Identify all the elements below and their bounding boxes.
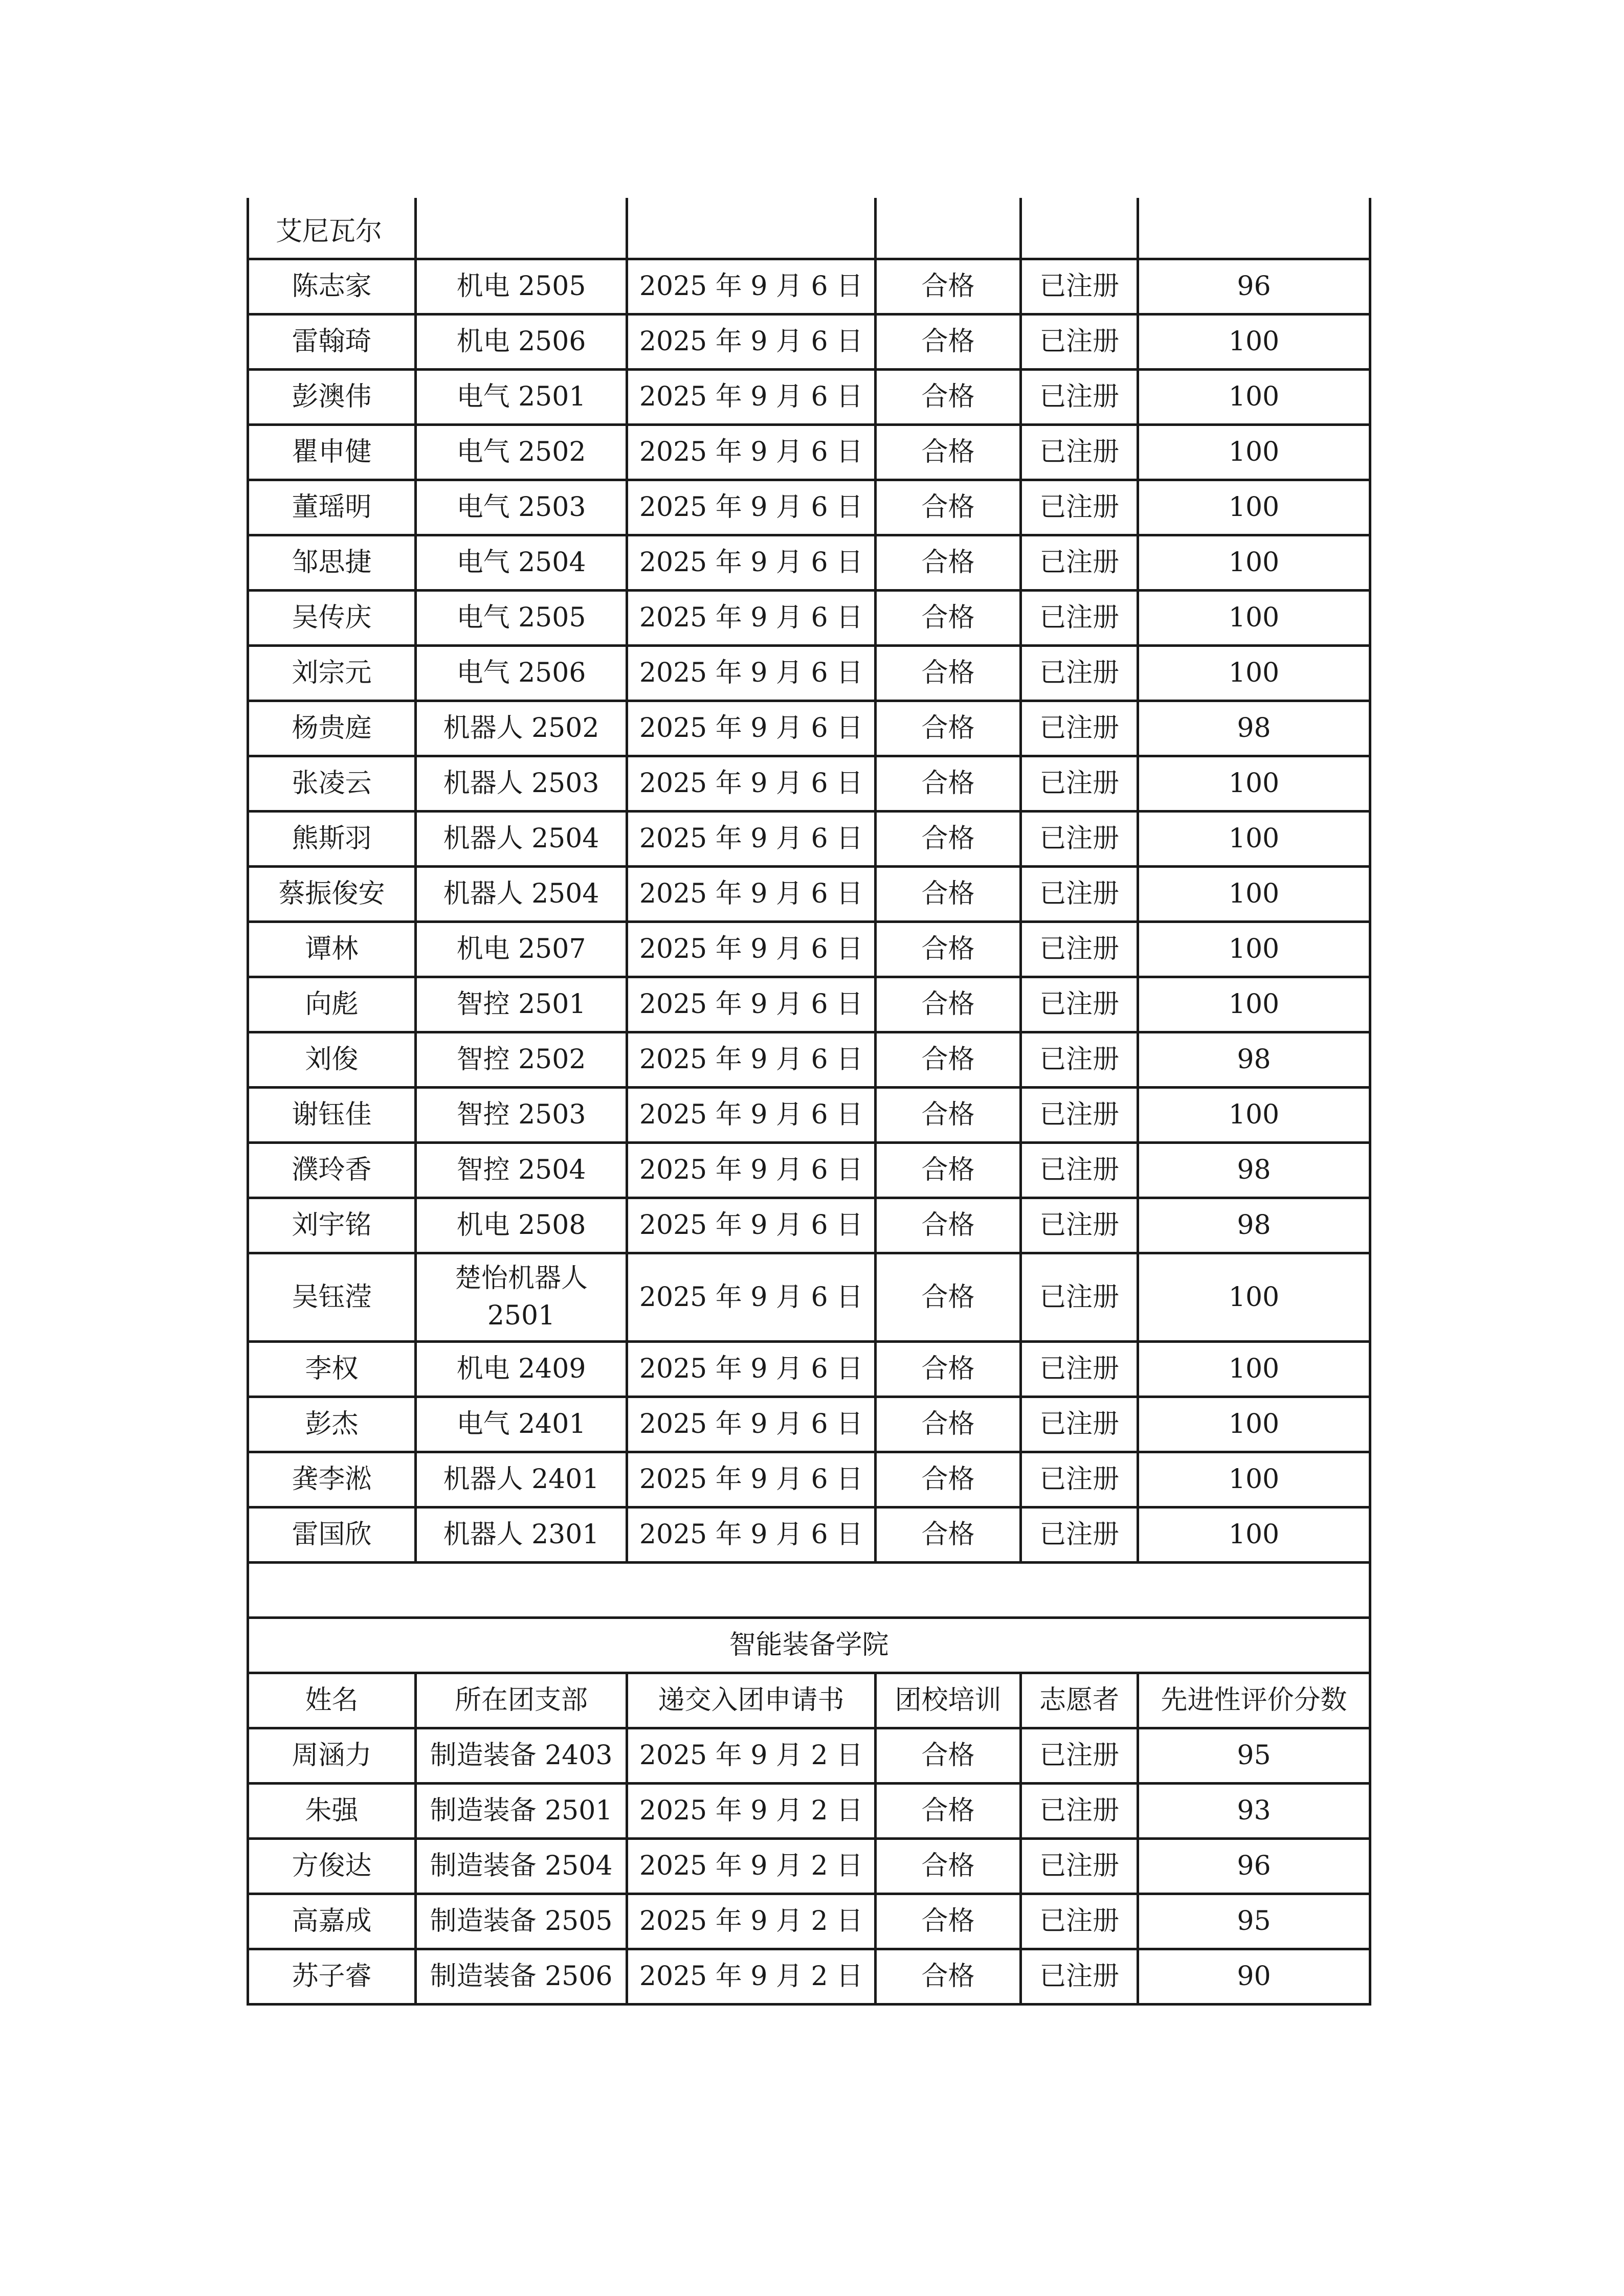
volunteer-cell: 已注册 (1021, 977, 1138, 1032)
date-cell: 2025 年 9 月 2 日 (627, 1894, 876, 1949)
date-cell: 2025 年 9 月 6 日 (627, 1143, 876, 1198)
branch-cell: 智控 2504 (416, 1143, 627, 1198)
header-row (248, 1673, 1370, 1728)
branch-cell: 电气 2504 (416, 535, 627, 591)
training-cell: 合格 (876, 1253, 1021, 1342)
table-row (248, 1452, 1370, 1507)
score-cell: 100 (1138, 646, 1370, 701)
volunteer-cell: 已注册 (1021, 1032, 1138, 1088)
table-row (248, 259, 1370, 314)
name-cell: 濮玲香 (248, 1143, 416, 1198)
score-cell: 100 (1138, 1397, 1370, 1452)
score-cell: 98 (1138, 701, 1370, 756)
name-cell: 刘俊 (248, 1032, 416, 1088)
training-cell: 合格 (876, 812, 1021, 867)
table-row (248, 1949, 1370, 2005)
table-row (248, 977, 1370, 1032)
score-cell: 100 (1138, 1088, 1370, 1143)
volunteer-cell: 已注册 (1021, 1452, 1138, 1507)
date-cell: 2025 年 9 月 6 日 (627, 480, 876, 535)
training-cell: 合格 (876, 591, 1021, 646)
training-cell: 合格 (876, 977, 1021, 1032)
score-cell: 100 (1138, 812, 1370, 867)
branch-cell: 机器人 2502 (416, 701, 627, 756)
branch-cell (416, 198, 627, 259)
branch-cell: 机器人 2503 (416, 756, 627, 812)
name-cell: 熊斯羽 (248, 812, 416, 867)
date-cell: 2025 年 9 月 6 日 (627, 812, 876, 867)
name-cell: 彭杰 (248, 1397, 416, 1452)
training-cell: 合格 (876, 1507, 1021, 1563)
branch-cell: 机器人 2504 (416, 812, 627, 867)
training-cell: 合格 (876, 314, 1021, 370)
date-cell: 2025 年 9 月 6 日 (627, 1397, 876, 1452)
table-row-continued (248, 198, 1370, 259)
training-cell: 合格 (876, 425, 1021, 480)
score-cell: 100 (1138, 591, 1370, 646)
date-cell: 2025 年 9 月 6 日 (627, 259, 876, 314)
training-cell: 合格 (876, 646, 1021, 701)
table-row (248, 1253, 1370, 1342)
volunteer-cell: 已注册 (1021, 591, 1138, 646)
score-cell (1138, 198, 1370, 259)
name-cell: 杨贵庭 (248, 701, 416, 756)
name-cell: 周涵力 (248, 1728, 416, 1784)
name-cell: 苏子睿 (248, 1949, 416, 2005)
table-row (248, 1839, 1370, 1894)
date-cell: 2025 年 9 月 6 日 (627, 535, 876, 591)
header-name: 姓名 (248, 1673, 416, 1728)
header-branch: 所在团支部 (416, 1673, 627, 1728)
name-cell: 艾尼瓦尔 (248, 198, 416, 259)
table-row (248, 591, 1370, 646)
volunteer-cell (1021, 198, 1138, 259)
branch-cell: 制造装备 2504 (416, 1839, 627, 1894)
branch-cell: 电气 2503 (416, 480, 627, 535)
training-cell: 合格 (876, 535, 1021, 591)
score-cell: 95 (1138, 1894, 1370, 1949)
section-title: 智能装备学院 (248, 1618, 1370, 1673)
name-cell: 李权 (248, 1342, 416, 1397)
training-cell (876, 198, 1021, 259)
volunteer-cell: 已注册 (1021, 1894, 1138, 1949)
date-cell: 2025 年 9 月 6 日 (627, 756, 876, 812)
name-cell: 董瑶明 (248, 480, 416, 535)
branch-cell: 机电 2505 (416, 259, 627, 314)
table-row (248, 701, 1370, 756)
score-cell: 95 (1138, 1728, 1370, 1784)
volunteer-cell: 已注册 (1021, 370, 1138, 425)
score-cell: 100 (1138, 1452, 1370, 1507)
branch-cell: 电气 2505 (416, 591, 627, 646)
branch-cell: 制造装备 2403 (416, 1728, 627, 1784)
table-row (248, 370, 1370, 425)
name-cell: 谭林 (248, 922, 416, 977)
table-row (248, 646, 1370, 701)
table-row (248, 1728, 1370, 1784)
branch-line: 2501 (487, 1300, 555, 1331)
branch-cell: 机电 2409 (416, 1342, 627, 1397)
branch-cell: 智控 2501 (416, 977, 627, 1032)
volunteer-cell: 已注册 (1021, 701, 1138, 756)
training-cell: 合格 (876, 1032, 1021, 1088)
table-row (248, 812, 1370, 867)
volunteer-cell: 已注册 (1021, 1728, 1138, 1784)
branch-line: 楚怡机器人 (454, 1263, 588, 1294)
training-cell: 合格 (876, 867, 1021, 922)
branch-cell: 机电 2507 (416, 922, 627, 977)
score-cell: 98 (1138, 1143, 1370, 1198)
table-row (248, 756, 1370, 812)
name-cell: 邹思捷 (248, 535, 416, 591)
date-cell: 2025 年 9 月 6 日 (627, 314, 876, 370)
branch-cell: 智控 2502 (416, 1032, 627, 1088)
volunteer-cell: 已注册 (1021, 646, 1138, 701)
training-cell: 合格 (876, 1784, 1021, 1839)
score-cell: 100 (1138, 1507, 1370, 1563)
volunteer-cell: 已注册 (1021, 922, 1138, 977)
volunteer-cell: 已注册 (1021, 867, 1138, 922)
name-cell: 高嘉成 (248, 1894, 416, 1949)
volunteer-cell: 已注册 (1021, 1198, 1138, 1253)
section-title-row (248, 1618, 1370, 1673)
branch-cell: 制造装备 2506 (416, 1949, 627, 2005)
table-row (248, 1198, 1370, 1253)
date-cell: 2025 年 9 月 6 日 (627, 1032, 876, 1088)
name-cell: 朱强 (248, 1784, 416, 1839)
score-cell: 100 (1138, 370, 1370, 425)
branch-cell: 电气 2401 (416, 1397, 627, 1452)
training-cell: 合格 (876, 1728, 1021, 1784)
table-row (248, 1088, 1370, 1143)
table-row (248, 314, 1370, 370)
training-cell: 合格 (876, 259, 1021, 314)
name-cell: 吴钰滢 (248, 1253, 416, 1342)
name-cell: 雷翰琦 (248, 314, 416, 370)
score-cell: 100 (1138, 922, 1370, 977)
branch-cell: 电气 2506 (416, 646, 627, 701)
score-cell: 98 (1138, 1198, 1370, 1253)
training-cell: 合格 (876, 922, 1021, 977)
training-cell: 合格 (876, 1452, 1021, 1507)
date-cell: 2025 年 9 月 6 日 (627, 977, 876, 1032)
training-cell: 合格 (876, 1894, 1021, 1949)
score-cell: 100 (1138, 314, 1370, 370)
branch-cell: 智控 2503 (416, 1088, 627, 1143)
name-cell: 彭澳伟 (248, 370, 416, 425)
header-date: 递交入团申请书 (627, 1673, 876, 1728)
score-cell: 96 (1138, 1839, 1370, 1894)
training-cell: 合格 (876, 1088, 1021, 1143)
date-cell: 2025 年 9 月 6 日 (627, 701, 876, 756)
volunteer-cell: 已注册 (1021, 1088, 1138, 1143)
volunteer-cell: 已注册 (1021, 1839, 1138, 1894)
table-row (248, 1397, 1370, 1452)
training-cell: 合格 (876, 1198, 1021, 1253)
volunteer-cell: 已注册 (1021, 259, 1138, 314)
training-cell: 合格 (876, 756, 1021, 812)
branch-cell (416, 1253, 627, 1342)
date-cell: 2025 年 9 月 2 日 (627, 1839, 876, 1894)
name-cell: 瞿申健 (248, 425, 416, 480)
date-cell (627, 198, 876, 259)
score-cell: 96 (1138, 259, 1370, 314)
name-cell: 刘宇铭 (248, 1198, 416, 1253)
score-cell: 100 (1138, 977, 1370, 1032)
date-cell: 2025 年 9 月 6 日 (627, 867, 876, 922)
table-row (248, 535, 1370, 591)
volunteer-cell: 已注册 (1021, 480, 1138, 535)
date-cell: 2025 年 9 月 6 日 (627, 646, 876, 701)
table-row (248, 1143, 1370, 1198)
date-cell: 2025 年 9 月 2 日 (627, 1784, 876, 1839)
branch-cell: 电气 2501 (416, 370, 627, 425)
header-training: 团校培训 (876, 1673, 1021, 1728)
training-cell: 合格 (876, 701, 1021, 756)
name-cell: 张凌云 (248, 756, 416, 812)
table-row (248, 922, 1370, 977)
name-cell: 陈志家 (248, 259, 416, 314)
table-row (248, 1342, 1370, 1397)
volunteer-cell: 已注册 (1021, 425, 1138, 480)
name-cell: 蔡振俊安 (248, 867, 416, 922)
score-cell: 100 (1138, 535, 1370, 591)
training-cell: 合格 (876, 1143, 1021, 1198)
branch-cell: 机电 2506 (416, 314, 627, 370)
name-cell: 雷国欣 (248, 1507, 416, 1563)
score-cell: 98 (1138, 1032, 1370, 1088)
member-table (247, 198, 1371, 2006)
name-cell: 龚李淞 (248, 1452, 416, 1507)
branch-cell: 制造装备 2501 (416, 1784, 627, 1839)
score-cell: 100 (1138, 867, 1370, 922)
volunteer-cell: 已注册 (1021, 535, 1138, 591)
branch-cell: 机器人 2401 (416, 1452, 627, 1507)
branch-cell: 机器人 2504 (416, 867, 627, 922)
volunteer-cell: 已注册 (1021, 1253, 1138, 1342)
branch-cell: 机器人 2301 (416, 1507, 627, 1563)
score-cell: 100 (1138, 1253, 1370, 1342)
branch-cell: 制造装备 2505 (416, 1894, 627, 1949)
score-cell: 100 (1138, 480, 1370, 535)
table-row (248, 480, 1370, 535)
blank-cell (248, 1563, 1370, 1618)
score-cell: 93 (1138, 1784, 1370, 1839)
date-cell: 2025 年 9 月 6 日 (627, 922, 876, 977)
volunteer-cell: 已注册 (1021, 1949, 1138, 2005)
volunteer-cell: 已注册 (1021, 1342, 1138, 1397)
table-row (248, 867, 1370, 922)
table-body (248, 198, 1370, 2005)
date-cell: 2025 年 9 月 6 日 (627, 591, 876, 646)
blank-row (248, 1563, 1370, 1618)
table-row (248, 1032, 1370, 1088)
name-cell: 谢钰佳 (248, 1088, 416, 1143)
training-cell: 合格 (876, 1397, 1021, 1452)
header-volunteer: 志愿者 (1021, 1673, 1138, 1728)
score-cell: 100 (1138, 425, 1370, 480)
volunteer-cell: 已注册 (1021, 314, 1138, 370)
volunteer-cell: 已注册 (1021, 1784, 1138, 1839)
name-cell: 向彪 (248, 977, 416, 1032)
table-row (248, 425, 1370, 480)
volunteer-cell: 已注册 (1021, 1397, 1138, 1452)
training-cell: 合格 (876, 1839, 1021, 1894)
table-row (248, 1894, 1370, 1949)
branch-cell: 机电 2508 (416, 1198, 627, 1253)
training-cell: 合格 (876, 370, 1021, 425)
date-cell: 2025 年 9 月 2 日 (627, 1949, 876, 2005)
branch-cell: 电气 2502 (416, 425, 627, 480)
volunteer-cell: 已注册 (1021, 756, 1138, 812)
name-cell: 吴传庆 (248, 591, 416, 646)
date-cell: 2025 年 9 月 6 日 (627, 1198, 876, 1253)
volunteer-cell: 已注册 (1021, 812, 1138, 867)
date-cell: 2025 年 9 月 6 日 (627, 425, 876, 480)
table-row (248, 1507, 1370, 1563)
date-cell: 2025 年 9 月 6 日 (627, 1253, 876, 1342)
date-cell: 2025 年 9 月 6 日 (627, 1452, 876, 1507)
volunteer-cell: 已注册 (1021, 1143, 1138, 1198)
date-cell: 2025 年 9 月 6 日 (627, 1507, 876, 1563)
date-cell: 2025 年 9 月 6 日 (627, 370, 876, 425)
volunteer-cell: 已注册 (1021, 1507, 1138, 1563)
date-cell: 2025 年 9 月 6 日 (627, 1342, 876, 1397)
table-row (248, 1784, 1370, 1839)
training-cell: 合格 (876, 1342, 1021, 1397)
date-cell: 2025 年 9 月 6 日 (627, 1088, 876, 1143)
name-cell: 方俊达 (248, 1839, 416, 1894)
name-cell: 刘宗元 (248, 646, 416, 701)
training-cell: 合格 (876, 480, 1021, 535)
score-cell: 100 (1138, 1342, 1370, 1397)
training-cell: 合格 (876, 1949, 1021, 2005)
header-score: 先进性评价分数 (1138, 1673, 1370, 1728)
score-cell: 100 (1138, 756, 1370, 812)
date-cell: 2025 年 9 月 2 日 (627, 1728, 876, 1784)
score-cell: 90 (1138, 1949, 1370, 2005)
